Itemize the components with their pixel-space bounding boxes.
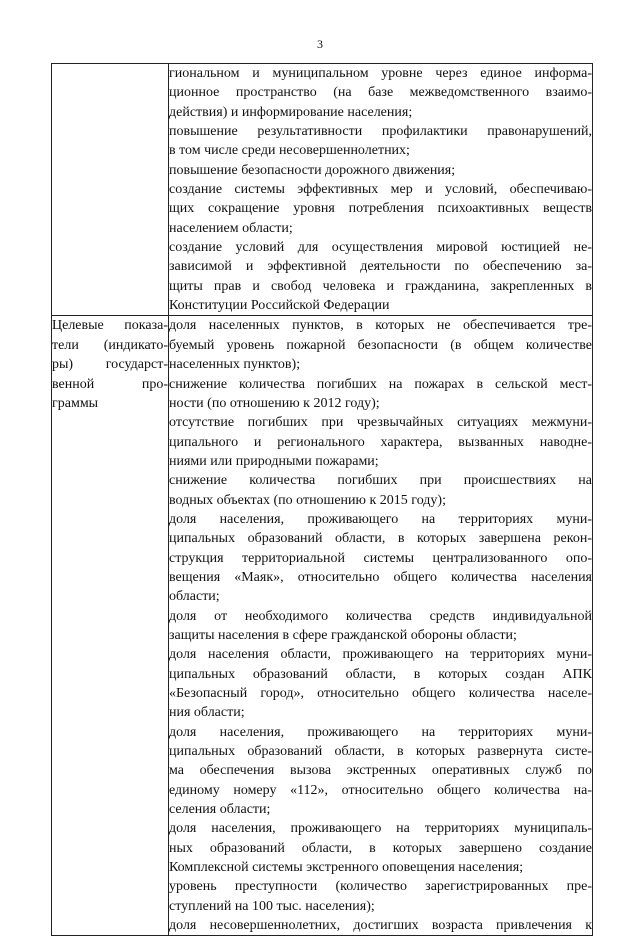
row-label-line: тели (индикато- [52, 337, 168, 353]
text-line: струкция территориальной системы централизованного опо- [169, 550, 592, 566]
page-number: 3 [317, 37, 323, 51]
text-line: доля населенных пунктов, в которых не обеспечивается тре- [169, 318, 592, 334]
text-line: отсутствие погибших при чрезвычайных ситуациях межмуни- [169, 415, 592, 431]
text-line: действия) и информирование населения; [169, 104, 413, 120]
text-line: щиты прав и свобод человека и гражданина, закрепленных в [169, 278, 592, 294]
text-line: уровень преступности (количество зарегистрированных пре- [169, 879, 592, 895]
text-line: ципального и регионального характера, вызванных наводне- [169, 434, 592, 450]
row-content-cell [169, 64, 593, 316]
text-line: населением области; [169, 220, 293, 236]
text-line: ности (по отношению к 2012 году); [169, 395, 380, 411]
text-line: ных образований области, в которых завершено создание [169, 840, 592, 856]
text-line: гиональном и муниципальном уровне через единое информа- [169, 66, 592, 81]
text-line: буемый уровень пожарной безопасности (в общем количестве [169, 337, 592, 353]
text-line: ципальных образований области, в которых развернута систе- [169, 744, 592, 760]
table-row-objectives [52, 64, 593, 316]
program-table [51, 63, 593, 936]
text-line: доля населения, проживающего на территориях муни- [169, 724, 592, 740]
text-line: водных объектах (по отношению к 2015 году); [169, 492, 446, 508]
row-label-line: граммы [52, 395, 99, 411]
text-line: ционное пространство (на базе межведомственного взаимо- [169, 85, 592, 101]
text-line: ма обеспечения вызова экстренных оперативных служб по [169, 763, 592, 779]
text-line: Конституции Российской Федерации [169, 298, 390, 314]
text-line: создание условий для осуществления мировой юстицией не- [169, 240, 592, 256]
text-line: повышение результативности профилактики правонарушений, [169, 124, 592, 140]
text-line: ниями или природными пожарами; [169, 453, 379, 469]
text-line: вещения «Маяк», относительно общего количества населения [169, 569, 592, 585]
text-line: селения области; [169, 802, 271, 818]
table-row-target-indicators [52, 316, 593, 936]
row-label-line: ры) государст- [52, 357, 168, 373]
text-line: создание системы эффективных мер и условий, обеспечиваю- [169, 182, 592, 198]
text-line: единому номеру «112», относительно общего количества на- [169, 782, 592, 798]
text-line: в том числе среди несовершеннолетних; [169, 143, 410, 159]
text-line: «Безопасный город», относительно общего количества населе- [169, 686, 592, 701]
row-label-line: Целевые показа- [52, 318, 168, 334]
text-line: ципальных образований области, в которых завершена рекон- [169, 531, 592, 547]
text-line: населенных пунктов); [169, 357, 301, 373]
text-line: доля от необходимого количества средств индивидуальной [169, 608, 592, 624]
text-line: зависимой и эффективной деятельности по обеспечению за- [169, 259, 592, 275]
text-line: защиты населения в сфере гражданской обороны области; [169, 627, 517, 643]
text-line: доля населения, проживающего на территориях муни- [169, 511, 592, 527]
row-label-cell [52, 316, 169, 936]
text-line: доля населения области, проживающего на территориях муни- [169, 647, 592, 663]
text-line: ступлений на 100 тыс. населения); [169, 898, 375, 914]
text-line: области; [169, 589, 220, 605]
text-line: ципальных образований области, в которых создан АПК [169, 666, 592, 682]
text-line: снижение количества погибших на пожарах в сельской мест- [169, 376, 592, 392]
text-line: доля населения, проживающего на территориях муниципаль- [169, 821, 592, 837]
text-line: повышение безопасности дорожного движения; [169, 162, 456, 178]
text-line: ния области; [169, 705, 245, 721]
row-content-cell [169, 316, 593, 936]
text-line: щих сокращение уровня потребления психоактивных веществ [169, 201, 592, 217]
row-label-cell [52, 64, 169, 316]
text-line: снижение количества погибших при происшествиях на [169, 473, 592, 489]
text-line: Комплексной системы экстренного оповещения населения; [169, 860, 524, 876]
row-label-line: венной про- [52, 376, 168, 392]
text-line: доля несовершеннолетних, достигших возраста привлечения к [169, 918, 592, 934]
